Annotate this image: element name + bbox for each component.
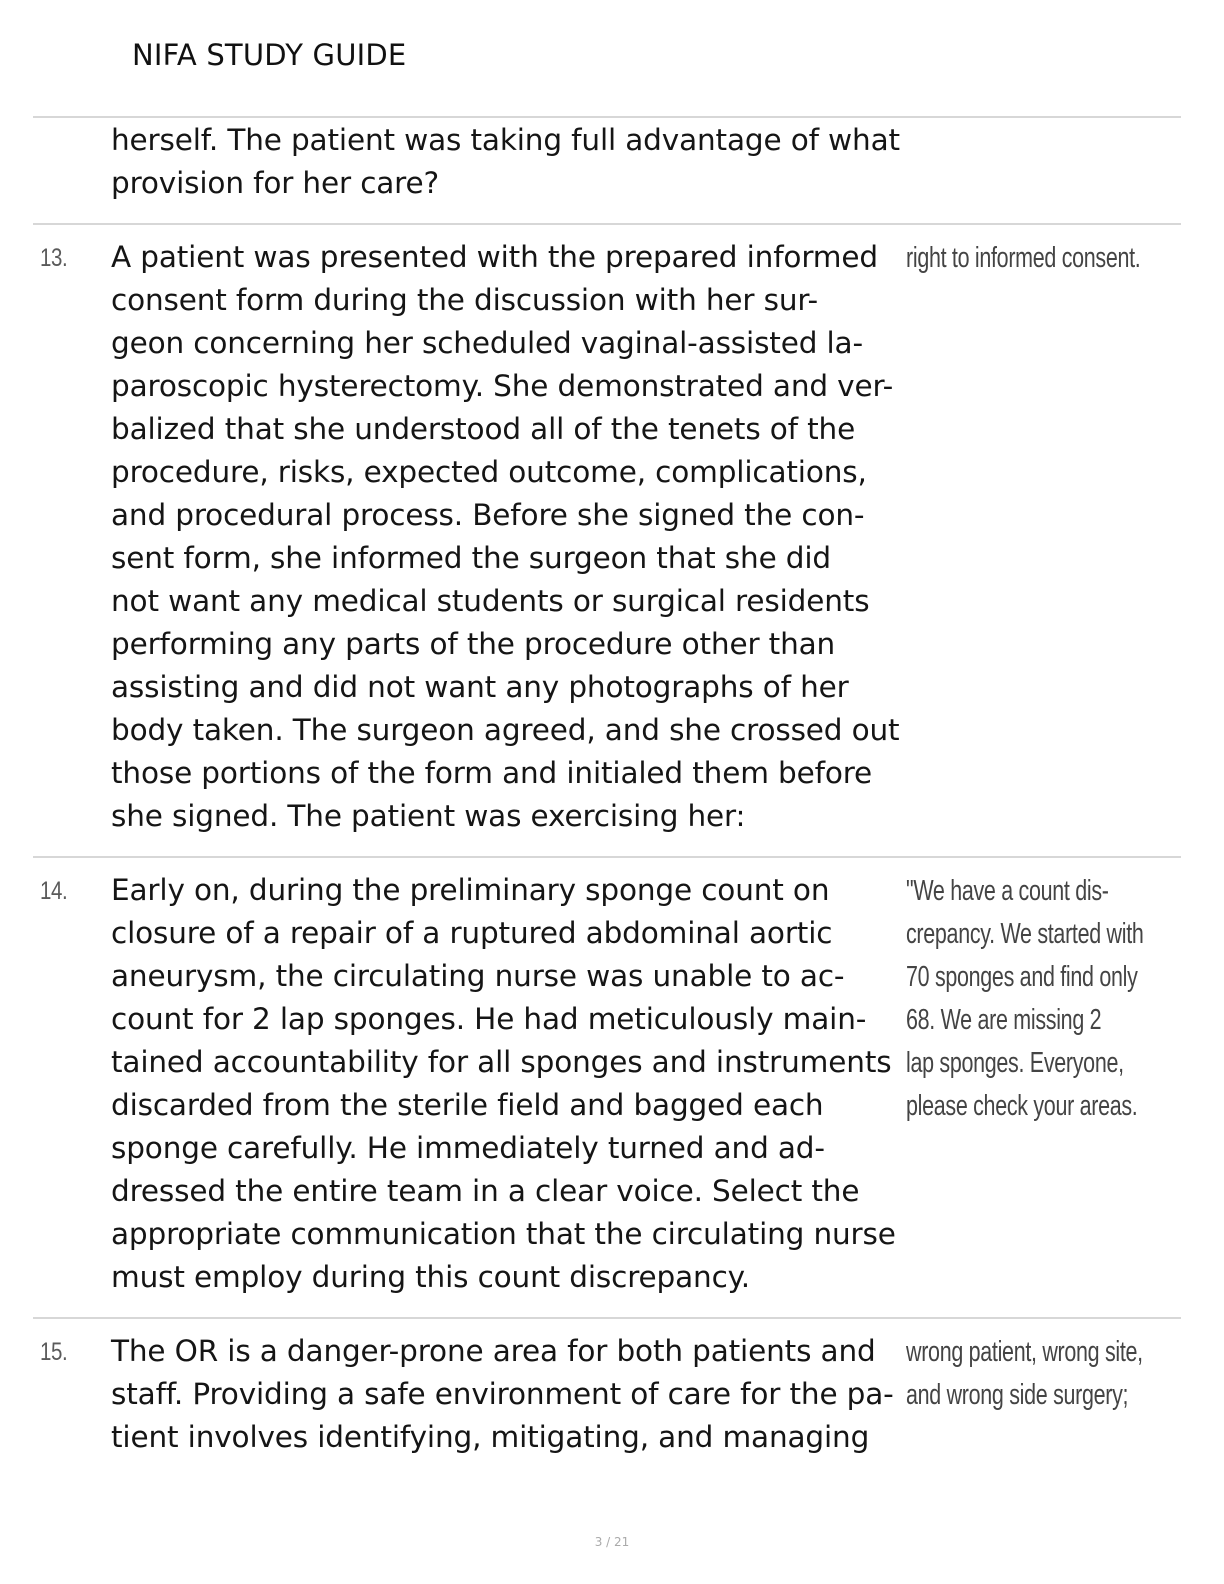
divider [33, 116, 1181, 118]
page-title: NIFA STUDY GUIDE [132, 38, 407, 72]
divider [33, 856, 1181, 858]
divider [33, 223, 1181, 225]
question-number: 13. [40, 244, 68, 272]
question-number: 14. [40, 877, 68, 905]
page-number: 3 / 21 [594, 1535, 630, 1549]
carryover-text: herself. The patient was taking full advantage of what provision for her care? [111, 123, 900, 200]
answer-text: "We have a count dis- crepancy. We started with 70 sponges and find only 68. We are missing 2 lap sponges. Everyone, please check your areas. [906, 875, 1144, 1122]
question-text: A patient was presented with the prepared informed consent form during the discussion with her sur- geon concerning her scheduled vaginal-assisted la- paroscopic hysterectomy. She demonstrated and ver- balized that she understood all of the tenets of the procedure, risks, expected outcome, complications, and procedural process. Before she signed the con- sent form, she informed the surgeon that she did not want any medical students or surgical residents performing any parts of the procedure other than assisting and did not want any photographs of her body taken. The surgeon agreed, and she crossed out those portions of the form and initialed them before she signed. The patient was exercising her: [111, 240, 900, 833]
question-number: 15. [40, 1338, 68, 1366]
answer-text: wrong patient, wrong site, and wrong side surgery; [906, 1336, 1143, 1411]
answer-text: right to informed consent. [906, 242, 1141, 274]
question-text: Early on, during the preliminary sponge count on closure of a repair of a ruptured abdominal aortic aneurysm, the circulating nurse was unable to ac- count for 2 lap sponges. He had meticulously main- tained accountability for all sponges and instruments discarded from the sterile field and bagged each sponge carefully. He immediately turned and ad- dressed the entire team in a clear voice. Select the appropriate communication that the circulating nurse must employ during this count discrepancy. [111, 873, 896, 1294]
question-text: The OR is a danger-prone area for both patients and staff. Providing a safe environment of care for the pa- tient involves identifying, mitigating, and managing [111, 1334, 894, 1454]
divider [33, 1317, 1181, 1319]
